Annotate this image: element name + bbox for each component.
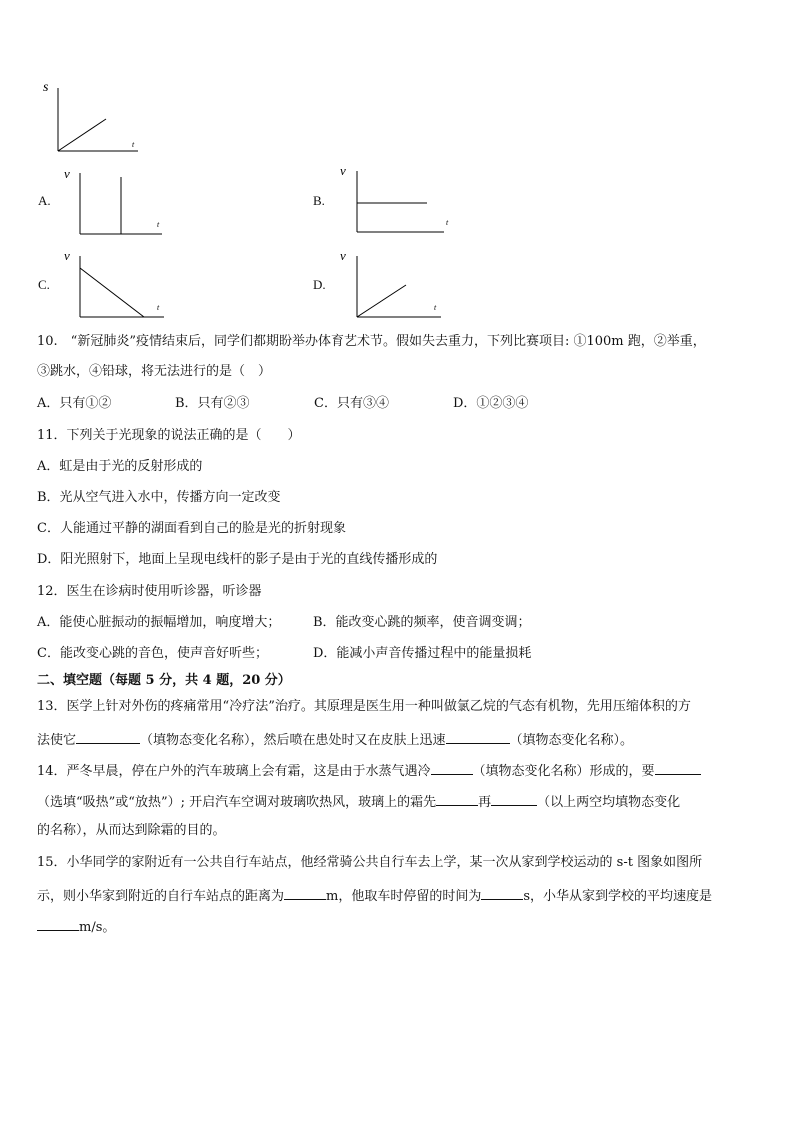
q15-blank-3[interactable] xyxy=(37,916,79,931)
section-fill-in-heading: 二、填空题（每题 5 分，共 4 题，20 分） xyxy=(37,673,291,688)
option-d-graph[interactable] xyxy=(338,248,448,323)
option-c-letter[interactable]: C. xyxy=(38,277,50,292)
q14-text-a: 14．严冬早晨，停在户外的汽车玻璃上会有霜，这是由于水蒸气遇冷 xyxy=(37,764,431,779)
vt-b-y-label: v xyxy=(340,163,346,178)
q12-option-d[interactable]: D．能减小声音传播过程中的能量损耗 xyxy=(313,646,532,661)
q13-text-c: （填物态变化名称）。 xyxy=(509,733,634,748)
st-x-label: t xyxy=(132,140,135,149)
vt-graph-b xyxy=(338,163,454,238)
vt-b-x-label: t xyxy=(446,218,449,227)
vt-graph-d xyxy=(338,248,448,323)
vt-c-x-label: t xyxy=(157,303,160,312)
q14-text-e: （以上两空均填物态变化 xyxy=(537,795,681,810)
q13-line1: 13．医学上针对外伤的疼痛常用“冷疗法”治疗。其原理是医生用一种叫做氯乙烷的气态有机物，先用压缩体积的方 xyxy=(37,699,691,714)
q13-line2 xyxy=(37,729,633,750)
vt-a-y-label: v xyxy=(64,166,70,181)
q10-options xyxy=(37,395,528,413)
option-c-graph[interactable] xyxy=(62,248,172,323)
q15-line2 xyxy=(37,885,712,906)
st-graph-svg xyxy=(40,78,150,156)
q10-stem-line2: ③跳水，④铅球，将无法进行的是（ ） xyxy=(37,364,272,379)
q14-blank-4[interactable] xyxy=(491,791,537,806)
option-a-graph[interactable] xyxy=(62,165,172,240)
q10-option-a[interactable]: A．只有①② xyxy=(37,396,112,411)
q15-text-a: 示，则小华家到附近的自行车站点的距离为 xyxy=(37,889,285,904)
q15-line3 xyxy=(37,916,115,937)
q10-option-b[interactable]: B．只有②③ xyxy=(175,396,250,411)
q14-line1 xyxy=(37,760,701,781)
q13-blank-2[interactable] xyxy=(446,729,510,744)
q15-text-b: m，他取车时停留的时间为 xyxy=(326,889,482,904)
q12-options-row1 xyxy=(37,614,531,632)
q12-option-b[interactable]: B．能改变心跳的频率，使音调变调； xyxy=(313,615,531,630)
q13-text-a: 法使它 xyxy=(37,733,77,748)
q15-line1: 15．小华同学的家附近有一公共自行车站点，他经常骑公共自行车去上学，某一次从家到学校运动的 s-t 图象如图所 xyxy=(37,855,703,870)
q15-text-c: s，小华从家到学校的平均速度是 xyxy=(523,889,713,904)
q14-line3: 的名称），从而达到除霜的目的。 xyxy=(37,823,226,838)
q14-line2 xyxy=(37,791,680,812)
q14-text-d: 再 xyxy=(478,795,492,810)
vt-a-x-label: t xyxy=(157,220,160,229)
q10-stem-line1: 10. “新冠肺炎”疫情结束后，同学们都期盼举办体育艺术节。假如失去重力，下列比赛项目: ①100m 跑，②举重， xyxy=(37,334,706,349)
q11-stem: 11．下列关于光现象的说法正确的是（ ） xyxy=(37,428,301,443)
q12-stem: 12．医生在诊病时使用听诊器，听诊器 xyxy=(37,584,262,599)
q14-text-c: （选填“吸热”或“放热”）; 开启汽车空调对玻璃吹热风，玻璃上的霜先 xyxy=(37,795,437,810)
q12-options-row2 xyxy=(37,645,531,663)
vt-graph-c xyxy=(62,248,172,323)
option-b-letter[interactable]: B. xyxy=(313,193,325,208)
option-d-letter[interactable]: D. xyxy=(313,277,326,292)
q11-option-c[interactable]: C．人能通过平静的湖面看到自己的脸是光的折射现象 xyxy=(37,521,346,536)
q14-blank-1[interactable] xyxy=(431,760,473,775)
vt-c-y-label: v xyxy=(64,248,70,263)
q11-option-a[interactable]: A．虹是由于光的反射形成的 xyxy=(37,459,203,474)
q13-text-b: （填物态变化名称），然后喷在患处时又在皮肤上迅速 xyxy=(140,733,446,748)
vt-d-x-label: t xyxy=(434,303,437,312)
q14-text-b: （填物态变化名称）形成的，要 xyxy=(472,764,655,779)
q10-option-d[interactable]: D．①②③④ xyxy=(453,396,529,411)
q15-text-d: m/s。 xyxy=(79,920,116,935)
st-y-label: s xyxy=(43,80,49,95)
q15-blank-1[interactable] xyxy=(284,885,326,900)
option-b-graph[interactable] xyxy=(338,163,454,238)
vt-graph-a xyxy=(62,165,172,240)
q14-blank-2[interactable] xyxy=(655,760,701,775)
q15-blank-2[interactable] xyxy=(481,885,523,900)
q14-blank-3[interactable] xyxy=(436,791,478,806)
q10-option-c[interactable]: C．只有③④ xyxy=(314,396,389,411)
q13-blank-1[interactable] xyxy=(76,729,140,744)
q11-option-b[interactable]: B．光从空气进入水中，传播方向一定改变 xyxy=(37,490,281,505)
q12-option-a[interactable]: A．能使心脏振动的振幅增加，响度增大； xyxy=(37,615,281,630)
option-a-letter[interactable]: A. xyxy=(38,193,51,208)
q11-option-d[interactable]: D．阳光照射下，地面上呈现电线杆的影子是由于光的直线传播形成的 xyxy=(37,552,438,567)
vt-d-y-label: v xyxy=(340,248,346,263)
q12-option-c[interactable]: C．能改变心跳的音色，使声音好听些； xyxy=(37,646,268,661)
st-graph xyxy=(40,78,150,156)
